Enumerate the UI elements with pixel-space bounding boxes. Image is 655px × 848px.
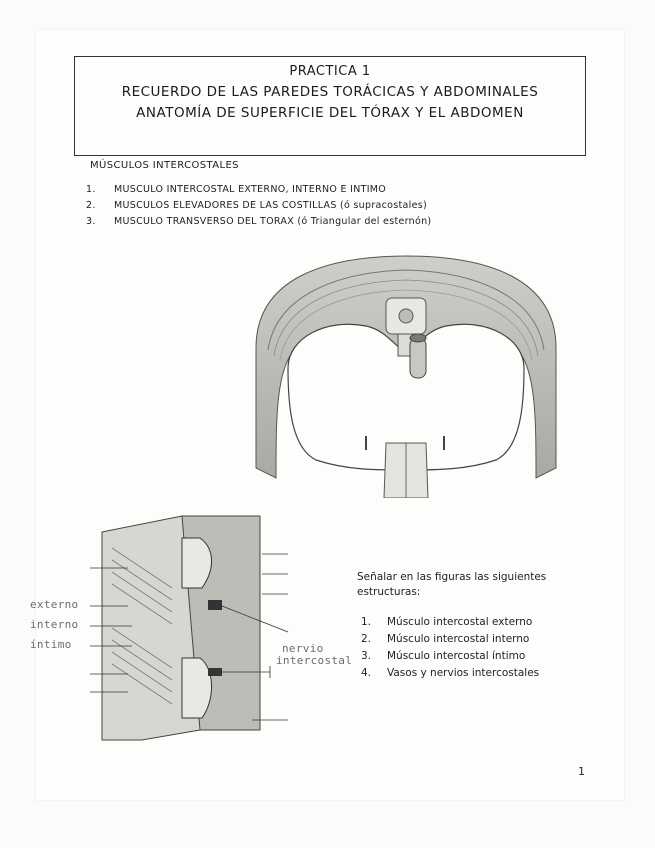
list-item: 3. Músculo intercostal íntimo (361, 650, 526, 662)
list-item: 3. MUSCULO TRANSVERSO DEL TORAX (ó Triangular del esternón) (86, 216, 432, 227)
instructions-text: Señalar en las figuras las siguientes estructuras: (357, 571, 547, 598)
list-item: 1. MUSCULO INTERCOSTAL EXTERNO, INTERNO E INTIMO (86, 184, 387, 195)
title-box (74, 56, 586, 156)
handwritten-intimo: íntimo (30, 638, 72, 651)
thorax-cross-section-illustration (236, 238, 576, 498)
title-line-2: RECUERDO DE LAS PAREDES TORÁCICAS Y ABDOMINALES (121, 84, 539, 100)
list-item: 2. Músculo intercostal interno (361, 633, 530, 645)
handwritten-intercostal: intercostal (276, 654, 353, 667)
list-item: 4. Vasos y nervios intercostales (361, 667, 540, 679)
title-line-3: ANATOMÍA DE SUPERFICIE DEL TÓRAX Y EL ABDOMEN (136, 105, 524, 121)
handwritten-nervio: nervio (282, 642, 324, 655)
title-line-1: PRACTICA 1 (289, 64, 371, 79)
muscle-list (86, 184, 431, 232)
list-item: 1. Músculo intercostal externo (361, 616, 533, 628)
section-heading: MÚSCULOS INTERCOSTALES (90, 160, 239, 171)
instructions-list (361, 616, 539, 684)
page-number: 1 (578, 765, 585, 778)
handwritten-externo: externo (30, 598, 79, 611)
handwritten-interno: interno (30, 618, 79, 631)
list-item: 2. MUSCULOS ELEVADORES DE LAS COSTILLAS (ó supracostales) (86, 200, 428, 211)
